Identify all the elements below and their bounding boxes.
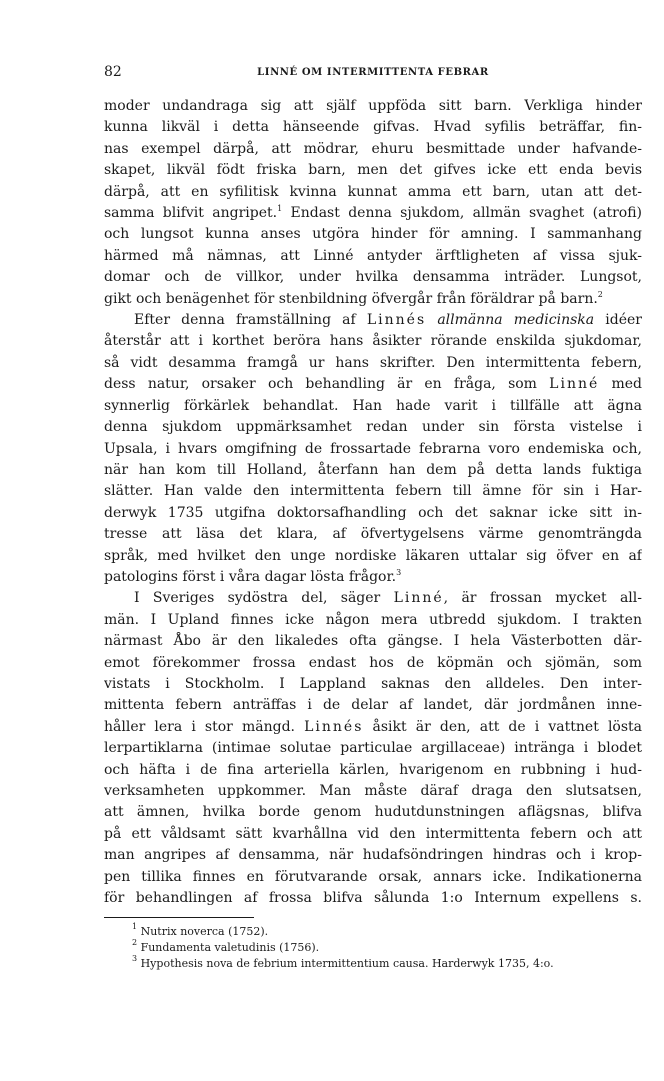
footnotes [132, 924, 642, 972]
text-line: härmed må nämnas, att Linné antyder ärftligheten af vissa sjuk- [104, 247, 642, 264]
italic-phrase: allmänna medicinska [426, 312, 595, 329]
text-line: så vidt desamma framgå ur hans skrifter. Den intermittenta febern, [104, 354, 642, 371]
book-page [104, 64, 642, 1064]
footnote-mark: 3 [132, 954, 138, 964]
paragraph-2 [104, 310, 642, 588]
text-line: återstår att i korthet beröra hans åsikter rörande enskilda sjukdomar, [104, 333, 642, 350]
text-line: mittenta febern anträffas i de delar af landet, där jordmånen inne- [104, 697, 642, 714]
text-line: tresse att läsa det klara, af öfvertygelsens värme genomträngda [104, 526, 642, 543]
text-line [104, 588, 642, 609]
text-line: Upsala, i hvars omgifning de frossartade febrarna voro endemiska och, [104, 440, 642, 457]
text-line: för behandlingen af frossa blifva sålunda 1:o Internum expellens s. [104, 890, 642, 907]
page-header [104, 64, 642, 88]
page-number: 82 [104, 64, 122, 80]
text-line: synnerlig förkärlek behandlat. Han hade varit i tillfälle att ägna [104, 397, 642, 414]
author-name: Linnés [304, 718, 364, 735]
text-line: kunna likväl i detta hänseende gifvas. Hvad syfilis beträffar, fin- [104, 119, 642, 136]
author-name: Linné [393, 590, 444, 607]
footnote [132, 956, 642, 972]
text-line: lerpartiklarna (intimae solutae particulae argillaceae) inträngа i blodet [104, 740, 642, 757]
author-name: Linnés [366, 312, 427, 329]
text-line: på ett våldsamt sätt kvarhållna vid den intermittenta febern och att [104, 825, 642, 842]
paragraph-1 [104, 96, 642, 310]
footnote-mark: 1 [132, 922, 138, 932]
footnote [132, 924, 642, 940]
author-name: Linné [549, 376, 600, 393]
text-line: därpå, att en syfilitisk kvinna kunnat amma ett barn, utan att det- [104, 183, 642, 200]
footnote-ref-2: 2 [597, 289, 603, 299]
text-fragment: , är frossan mycket all- [443, 590, 642, 607]
footnote-ref-1: 1 [277, 204, 283, 214]
text-line: vistats i Stockholm. I Lappland saknas den alldeles. Den inter- [104, 675, 642, 692]
footnote-text: Hypothesis nova de febrium intermittentium causa. Harderwyk 1735, 4:o. [140, 957, 554, 971]
text-line: domar och de villkor, under hvilka densamma inträder. Lungsot, [104, 269, 642, 286]
footnote-text: Nutrix noverca (1752). [140, 925, 269, 939]
text-line: derwyk 1735 utgifna doktorsafhandling och det saknar icke sitt in- [104, 504, 642, 521]
text-line: skapet, likväl födt friska barn, men det gifves icke ett enda bevis [104, 162, 642, 179]
footnote [132, 940, 642, 956]
text-line [104, 567, 642, 588]
text-fragment: gikt och benägenhet för stenbildning öfvergår från föräldrar på barn. [104, 290, 598, 307]
text-fragment: håller lera i stor mängd. [104, 718, 295, 735]
main-text [104, 96, 642, 909]
text-line [104, 374, 642, 395]
text-line: språk, med hvilket den unge nordiske läkaren uttalar sig öfver en af [104, 547, 642, 564]
text-line [104, 289, 642, 310]
text-fragment: Endast denna sjukdom, allmän svaghet (atrofi) [282, 205, 642, 222]
text-fragment: I Sveriges sydöstra del, säger [134, 590, 394, 607]
text-line: verksamheten uppkommer. Man måste däraf draga den slutsatsen, [104, 783, 642, 799]
text-line: emot förekommer frossa endast hos de köpmän och sjömän, som [104, 654, 642, 671]
text-line: pen tillika finnes en förutvarande orsak, annars icke. Indikationerna [104, 868, 642, 885]
footnote-divider [104, 917, 254, 918]
text-line [104, 203, 642, 224]
text-line: män. I Upland finnes icke någon mera utbredd sjukdom. I trakten [104, 611, 642, 628]
text-fragment: idéer [594, 312, 642, 329]
footnote-mark: 2 [132, 938, 138, 948]
running-title: LINNÉ OM INTERMITTENTA FEBRAR [257, 67, 489, 78]
text-fragment: åsikt är den, att de i vattnet lösta [363, 718, 642, 735]
text-line: denna sjukdom uppmärksamhet redan under sin första vistelse i [104, 419, 642, 436]
text-line [104, 717, 642, 738]
text-fragment: patologins först i våra dagar lösta frågor. [104, 568, 397, 585]
text-line: när han kom till Holland, återfann han dem på detta lands fuktiga [104, 461, 642, 478]
text-line: och lungsot kunna anses utgöra hinder för amning. I sammanhang [104, 226, 642, 243]
text-fragment: med [599, 376, 642, 393]
text-line [104, 310, 642, 331]
footnote-ref-3: 3 [396, 567, 402, 577]
text-fragment: Efter denna framställning af [134, 312, 367, 329]
text-line: närmast Åbo är den likaledes ofta gängse. I hela Västerbotten där- [104, 633, 642, 650]
text-line: nas exempel därpå, att mödrar, ehuru besmittade under hafvande- [104, 140, 642, 157]
paragraph-3 [104, 588, 642, 909]
text-line: att ämnen, hvilka borde genom hudutdunstningen aflägsnas, blifva [104, 804, 642, 821]
text-line: man angripes af densamma, när hudafsöndringen hindras och i krop- [104, 847, 642, 864]
text-line: slätter. Han valde den intermittenta febern till ämne för sin i Har- [104, 483, 642, 500]
text-line: moder undandraga sig att själf uppföda sitt barn. Verkliga hinder [104, 98, 642, 114]
text-fragment: dess natur, orsaker och behandling är en fråga, som [104, 376, 537, 393]
text-fragment: samma blifvit angripet. [104, 205, 278, 222]
text-line: och häfta i de fina arteriella kärlen, hvarigenom en rubbning i hud- [104, 761, 642, 778]
footnote-text: Fundamenta valetudinis (1756). [140, 941, 320, 955]
